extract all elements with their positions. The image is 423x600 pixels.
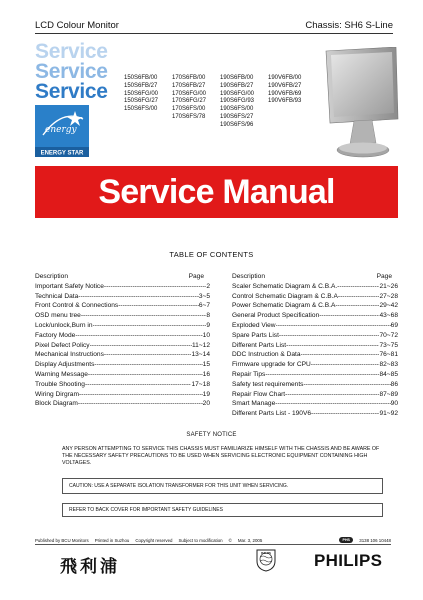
model-number: 190V6FB/27 xyxy=(268,82,302,89)
model-number: 190S6FS/27 xyxy=(220,113,254,120)
toc-page-header: Page xyxy=(376,273,392,280)
toc-item: OSD menu tree ----- 8 xyxy=(35,311,210,321)
model-list-170 xyxy=(172,75,206,122)
service-word-dark: Service xyxy=(35,80,108,103)
footer-subject: Subject to modification xyxy=(178,537,223,543)
model-number: 170S6FG/00 xyxy=(172,90,207,97)
monitor-illustration xyxy=(320,47,402,162)
banner-title: Service Manual xyxy=(98,173,335,211)
chassis-label: Chassis: SH6 S-Line xyxy=(305,20,393,31)
document-title: LCD Colour Monitor xyxy=(35,20,119,31)
toc-item: Firmware upgrade for CPU ----- 82~83 xyxy=(232,360,398,370)
model-number: 190V6FB/00 xyxy=(268,75,302,81)
model-number: 150S6FG/27 xyxy=(124,98,159,105)
toc-item: Warning Message ----- 16 xyxy=(35,370,210,380)
service-manual-banner xyxy=(35,166,398,218)
toc-item: Wiring Dirgram ----- 19 xyxy=(35,390,210,400)
toc-item: DDC Instruction & Data--- ----- 76~81 xyxy=(232,350,398,360)
footer-rule xyxy=(35,544,391,545)
toc-item: Trouble Shooting ----- 17~18 xyxy=(35,380,210,390)
emblem-text: PHILIPS xyxy=(260,552,272,555)
toc-item: Different Parts List ----- 73~75 xyxy=(232,341,398,351)
toc-item: Spare Parts List ----- 70~72 xyxy=(232,331,398,341)
model-list-190s xyxy=(220,75,254,130)
energy-star-script: energy xyxy=(45,125,77,135)
footer-published: Published by BCU Monitors xyxy=(35,537,89,543)
footer-info xyxy=(35,537,391,543)
model-number: 190S6FG/93 xyxy=(220,98,255,105)
toc-item: General Product Specification ----- 43~68 xyxy=(232,311,398,321)
toc-item: Control Schematic Diagram & C.B.A ----- 27~28 xyxy=(232,292,398,302)
model-number: 150S6FG/00 xyxy=(124,90,159,97)
philips-wordmark: PHILIPS xyxy=(314,551,383,570)
safety-notice-title: SAFETY NOTICE xyxy=(186,432,237,438)
toc-item: Important Safety Notice ----- 2 xyxy=(35,282,210,292)
phs-badge: PHS xyxy=(339,537,353,543)
model-number: 170S6FB/27 xyxy=(172,82,206,89)
toc-item: Different Parts List - 190V6 ----- 91~92 xyxy=(232,409,398,419)
footer-code: 3138 106 10448 xyxy=(359,537,391,543)
model-number: 170S6FS/78 xyxy=(172,113,206,120)
toc-item: Repair Tips ----- 84~85 xyxy=(232,370,398,380)
model-list-190v xyxy=(268,75,301,106)
energy-star-label: ENERGY STAR xyxy=(40,150,84,157)
toc-item: Factory Mode ----- 10 xyxy=(35,331,210,341)
toc-title: TABLE OF CONTENTS xyxy=(169,250,254,259)
toc-desc-header: Description xyxy=(35,273,68,280)
toc-item: Lock/unlock,Burn in ----- 9 xyxy=(35,321,210,331)
toc-item: Scaler Schematic Diagram & C.B.A. ----- 21~26 xyxy=(232,282,398,292)
model-number: 170S6FG/27 xyxy=(172,98,207,105)
model-number: 170S6FS/00 xyxy=(172,106,206,113)
footer-date: Mar. 3, 2005 xyxy=(237,537,263,543)
footer-copyright: Copyright reserved xyxy=(135,537,173,543)
model-number: 170S6FB/00 xyxy=(172,75,206,81)
toc-item: Smart Manage ----- 90 xyxy=(232,399,398,409)
toc-item: Repair Flow Chart ----- 87~89 xyxy=(232,390,398,400)
model-number: 190S6FS/96 xyxy=(220,121,254,128)
caution-box xyxy=(62,478,383,494)
toc-item: Exploded View ----- 69 xyxy=(232,321,398,331)
safety-notice-text: ANY PERSON ATTEMPTING TO SERVICE THIS CHASSIS MUST FAMILIARIZE HIMSELF WITH THE CHASSIS AND BE AWARE OF THE NECESSARY SAFETY PRECAUTIONS TO BE USED WHEN SERVICING ELECTRONIC EQUIPMENT CONTAINING HIGH VOLTAGES. xyxy=(62,446,380,466)
toc-left-column xyxy=(35,272,210,409)
toc-page-header: Page xyxy=(188,273,204,280)
toc-desc-header: Description xyxy=(232,273,265,280)
energy-star-icon xyxy=(35,105,89,157)
philips-shield-icon xyxy=(255,548,277,577)
service-word-light: Service xyxy=(35,40,108,63)
service-word-medium: Service xyxy=(35,60,108,83)
model-number: 190V6FB/93 xyxy=(268,98,302,105)
copyright-icon: © xyxy=(228,537,232,543)
toc-right-column xyxy=(232,272,398,419)
toc-item: Technical Data ----- 3~5 xyxy=(35,292,210,302)
toc-item: Front Control & Connections ----- 6~7 xyxy=(35,301,210,311)
toc-item: Safety test requirements ----- 86 xyxy=(232,380,398,390)
toc-right-header xyxy=(232,272,398,282)
header-rule xyxy=(35,33,393,34)
refer-text: REFER TO BACK COVER FOR IMPORTANT SAFETY GUIDELINES xyxy=(69,507,223,513)
toc-item: Power Schematic Diagram & C.B.A ----- 29~42 xyxy=(232,301,398,311)
model-list-150 xyxy=(124,75,158,114)
model-number: 190V6FB/69 xyxy=(268,90,302,97)
toc-item: Mechanical Instructions ----- 13~14 xyxy=(35,350,210,360)
model-number: 190S6FG/00 xyxy=(220,90,255,97)
refer-box xyxy=(62,503,383,517)
caution-text: CAUTION: USE A SEPARATE ISOLATION TRANSFORMER FOR THIS UNIT WHEN SERVICING. xyxy=(69,483,289,489)
toc-item: Pixel Defect Policy ----- 11~12 xyxy=(35,341,210,351)
model-number: 190S6FB/27 xyxy=(220,82,254,89)
lcd-monitor-icon xyxy=(320,47,402,162)
toc-item: Display Adjustments ----- 15 xyxy=(35,360,210,370)
model-number: 190S6FS/00 xyxy=(220,106,254,113)
footer-printed: Printed in Suzhou xyxy=(94,537,130,543)
energy-star-logo xyxy=(35,105,89,157)
toc-item: Block Diagram ----- 20 xyxy=(35,399,210,409)
model-number: 150S6FS/00 xyxy=(124,106,158,113)
model-number: 150S6FB/00 xyxy=(124,75,158,81)
toc-left-header xyxy=(35,272,210,282)
chinese-philips-logo: 飛利浦 xyxy=(60,557,120,577)
model-number: 150S6FB/27 xyxy=(124,82,158,89)
model-number: 190S6FB/00 xyxy=(220,75,254,81)
